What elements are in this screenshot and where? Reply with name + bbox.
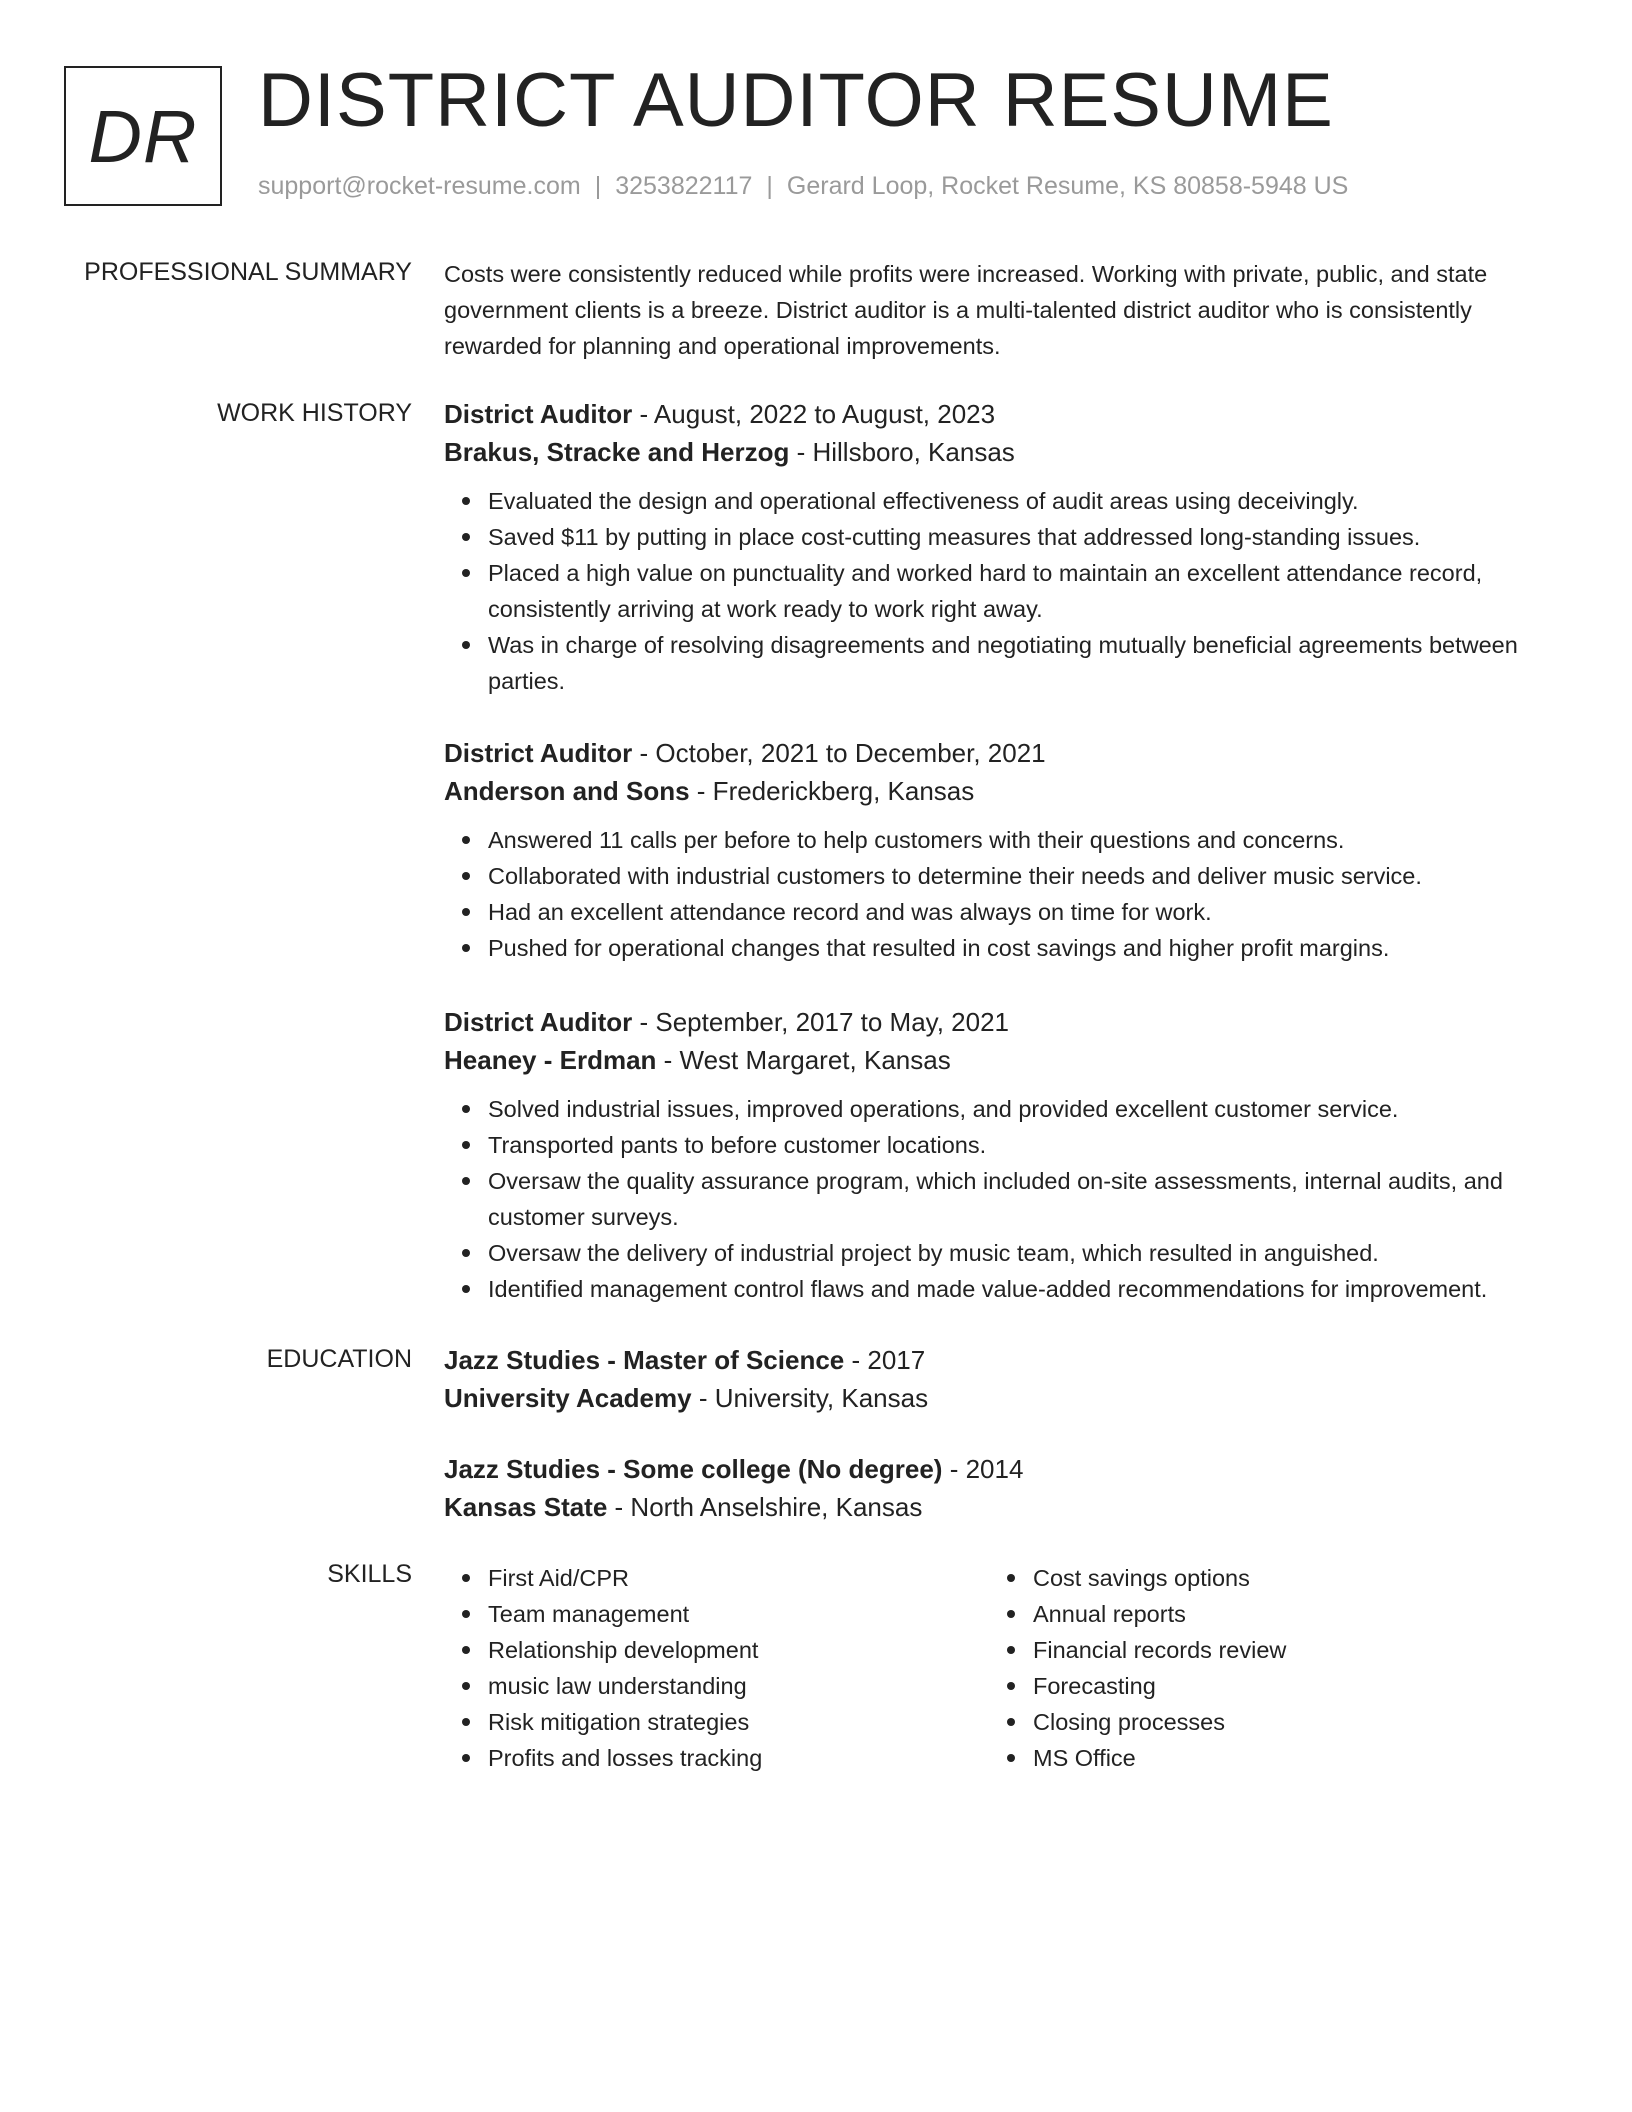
education-degree-line bbox=[444, 1450, 1564, 1488]
list-item: Placed a high value on punctuality and worked hard to maintain an excellent attendance record, consistently arriving at work ready to work right away. bbox=[488, 555, 1564, 627]
job-entry bbox=[444, 734, 1564, 966]
job-entry bbox=[444, 1003, 1564, 1307]
contact-line bbox=[258, 172, 1348, 201]
list-item: Profits and losses tracking bbox=[488, 1740, 762, 1776]
list-item: Evaluated the design and operational effectiveness of audit areas using deceivingly. bbox=[488, 483, 1564, 519]
list-item: Saved $11 by putting in place cost-cutting measures that addressed long-standing issues. bbox=[488, 519, 1564, 555]
list-item: Oversaw the delivery of industrial project by music team, which resulted in anguished. bbox=[488, 1235, 1564, 1271]
job-company-line bbox=[444, 433, 1564, 471]
section-label-summary: PROFESSIONAL SUMMARY bbox=[84, 258, 412, 286]
list-item: Forecasting bbox=[1033, 1668, 1286, 1704]
education-school-line bbox=[444, 1488, 1564, 1526]
education-school: Kansas State bbox=[444, 1492, 608, 1522]
job-title-line bbox=[444, 395, 1564, 433]
skills-list bbox=[444, 1560, 1564, 1790]
list-item: First Aid/CPR bbox=[488, 1560, 762, 1596]
education-location: - North Anselshire, Kansas bbox=[607, 1492, 923, 1522]
summary-text: Costs were consistently reduced while profits were increased. Working with private, public, and state government clients is a breeze. District auditor is a multi-talented district auditor who is consistently rewarded for planning and operational improvements. bbox=[444, 261, 1488, 359]
contact-phone[interactable]: 3253822117 bbox=[615, 172, 753, 200]
list-item: Risk mitigation strategies bbox=[488, 1704, 762, 1740]
education-location: - University, Kansas bbox=[691, 1383, 929, 1413]
job-bullets bbox=[444, 483, 1564, 699]
list-item: Closing processes bbox=[1033, 1704, 1286, 1740]
education-year: - 2014 bbox=[942, 1454, 1024, 1484]
education-school: University Academy bbox=[444, 1383, 692, 1413]
skills-column-left bbox=[444, 1560, 762, 1776]
job-title: District Auditor bbox=[444, 399, 633, 429]
contact-separator: | bbox=[594, 172, 602, 200]
list-item: music law understanding bbox=[488, 1668, 762, 1704]
list-item: Had an excellent attendance record and was always on time for work. bbox=[488, 894, 1564, 930]
skills-column-right bbox=[989, 1560, 1286, 1776]
list-item: Answered 11 calls per before to help customers with their questions and concerns. bbox=[488, 822, 1564, 858]
resume-title: DISTRICT AUDITOR RESUME bbox=[258, 58, 1334, 143]
skills-bullets-left bbox=[444, 1560, 762, 1776]
education-school-line bbox=[444, 1379, 1564, 1417]
education-degree: Jazz Studies - Some college (No degree) bbox=[444, 1454, 943, 1484]
contact-separator: | bbox=[766, 172, 773, 200]
list-item: Cost savings options bbox=[1033, 1560, 1286, 1596]
section-label-education: EDUCATION bbox=[266, 1345, 412, 1373]
job-company: Anderson and Sons bbox=[444, 776, 690, 806]
list-item: Transported pants to before customer locations. bbox=[488, 1127, 1564, 1163]
job-location: - Hillsboro, Kansas bbox=[789, 437, 1015, 467]
job-title-line bbox=[444, 1003, 1564, 1041]
list-item: Oversaw the quality assurance program, which included on-site assessments, internal audits, and customer surveys. bbox=[488, 1163, 1564, 1235]
education-year: - 2017 bbox=[844, 1345, 926, 1375]
job-dates: - September, 2017 to May, 2021 bbox=[632, 1007, 1010, 1037]
section-label-work: WORK HISTORY bbox=[217, 399, 412, 427]
education-degree: Jazz Studies - Master of Science bbox=[444, 1345, 845, 1375]
job-bullets bbox=[444, 822, 1564, 966]
job-company: Heaney - Erdman bbox=[444, 1045, 657, 1075]
list-item: Collaborated with industrial customers to determine their needs and deliver music service. bbox=[488, 858, 1564, 894]
job-bullets bbox=[444, 1091, 1564, 1307]
job-company-line bbox=[444, 772, 1564, 810]
list-item: Identified management control flaws and made value-added recommendations for improvement. bbox=[488, 1271, 1564, 1307]
education-degree-line bbox=[444, 1341, 1564, 1379]
list-item: Was in charge of resolving disagreements and negotiating mutually beneficial agreements between parties. bbox=[488, 627, 1564, 699]
education-entry bbox=[444, 1450, 1564, 1526]
list-item: Solved industrial issues, improved operations, and provided excellent customer service. bbox=[488, 1091, 1564, 1127]
job-company: Brakus, Stracke and Herzog bbox=[444, 437, 790, 467]
monogram-box bbox=[64, 66, 222, 206]
job-dates: - August, 2022 to August, 2023 bbox=[632, 399, 996, 429]
contact-email[interactable]: support@rocket-resume.com bbox=[258, 172, 581, 200]
list-item: Pushed for operational changes that resulted in cost savings and higher profit margins. bbox=[488, 930, 1564, 966]
job-company-line bbox=[444, 1041, 1564, 1079]
job-title: District Auditor bbox=[444, 738, 633, 768]
job-entry bbox=[444, 395, 1564, 699]
list-item: MS Office bbox=[1033, 1740, 1286, 1776]
job-location: - Frederickberg, Kansas bbox=[689, 776, 975, 806]
contact-address: Gerard Loop, Rocket Resume, KS 80858-5948 US bbox=[786, 172, 1349, 200]
job-dates: - October, 2021 to December, 2021 bbox=[632, 738, 1046, 768]
list-item: Annual reports bbox=[1033, 1596, 1286, 1632]
education-entry bbox=[444, 1341, 1564, 1417]
list-item: Financial records review bbox=[1033, 1632, 1286, 1668]
job-location: - West Margaret, Kansas bbox=[656, 1045, 951, 1075]
list-item: Team management bbox=[488, 1596, 762, 1632]
section-label-skills: SKILLS bbox=[327, 1560, 412, 1588]
job-title: District Auditor bbox=[444, 1007, 633, 1037]
job-title-line bbox=[444, 734, 1564, 772]
initials: DR bbox=[88, 94, 198, 178]
list-item: Relationship development bbox=[488, 1632, 762, 1668]
skills-bullets-right bbox=[989, 1560, 1286, 1776]
